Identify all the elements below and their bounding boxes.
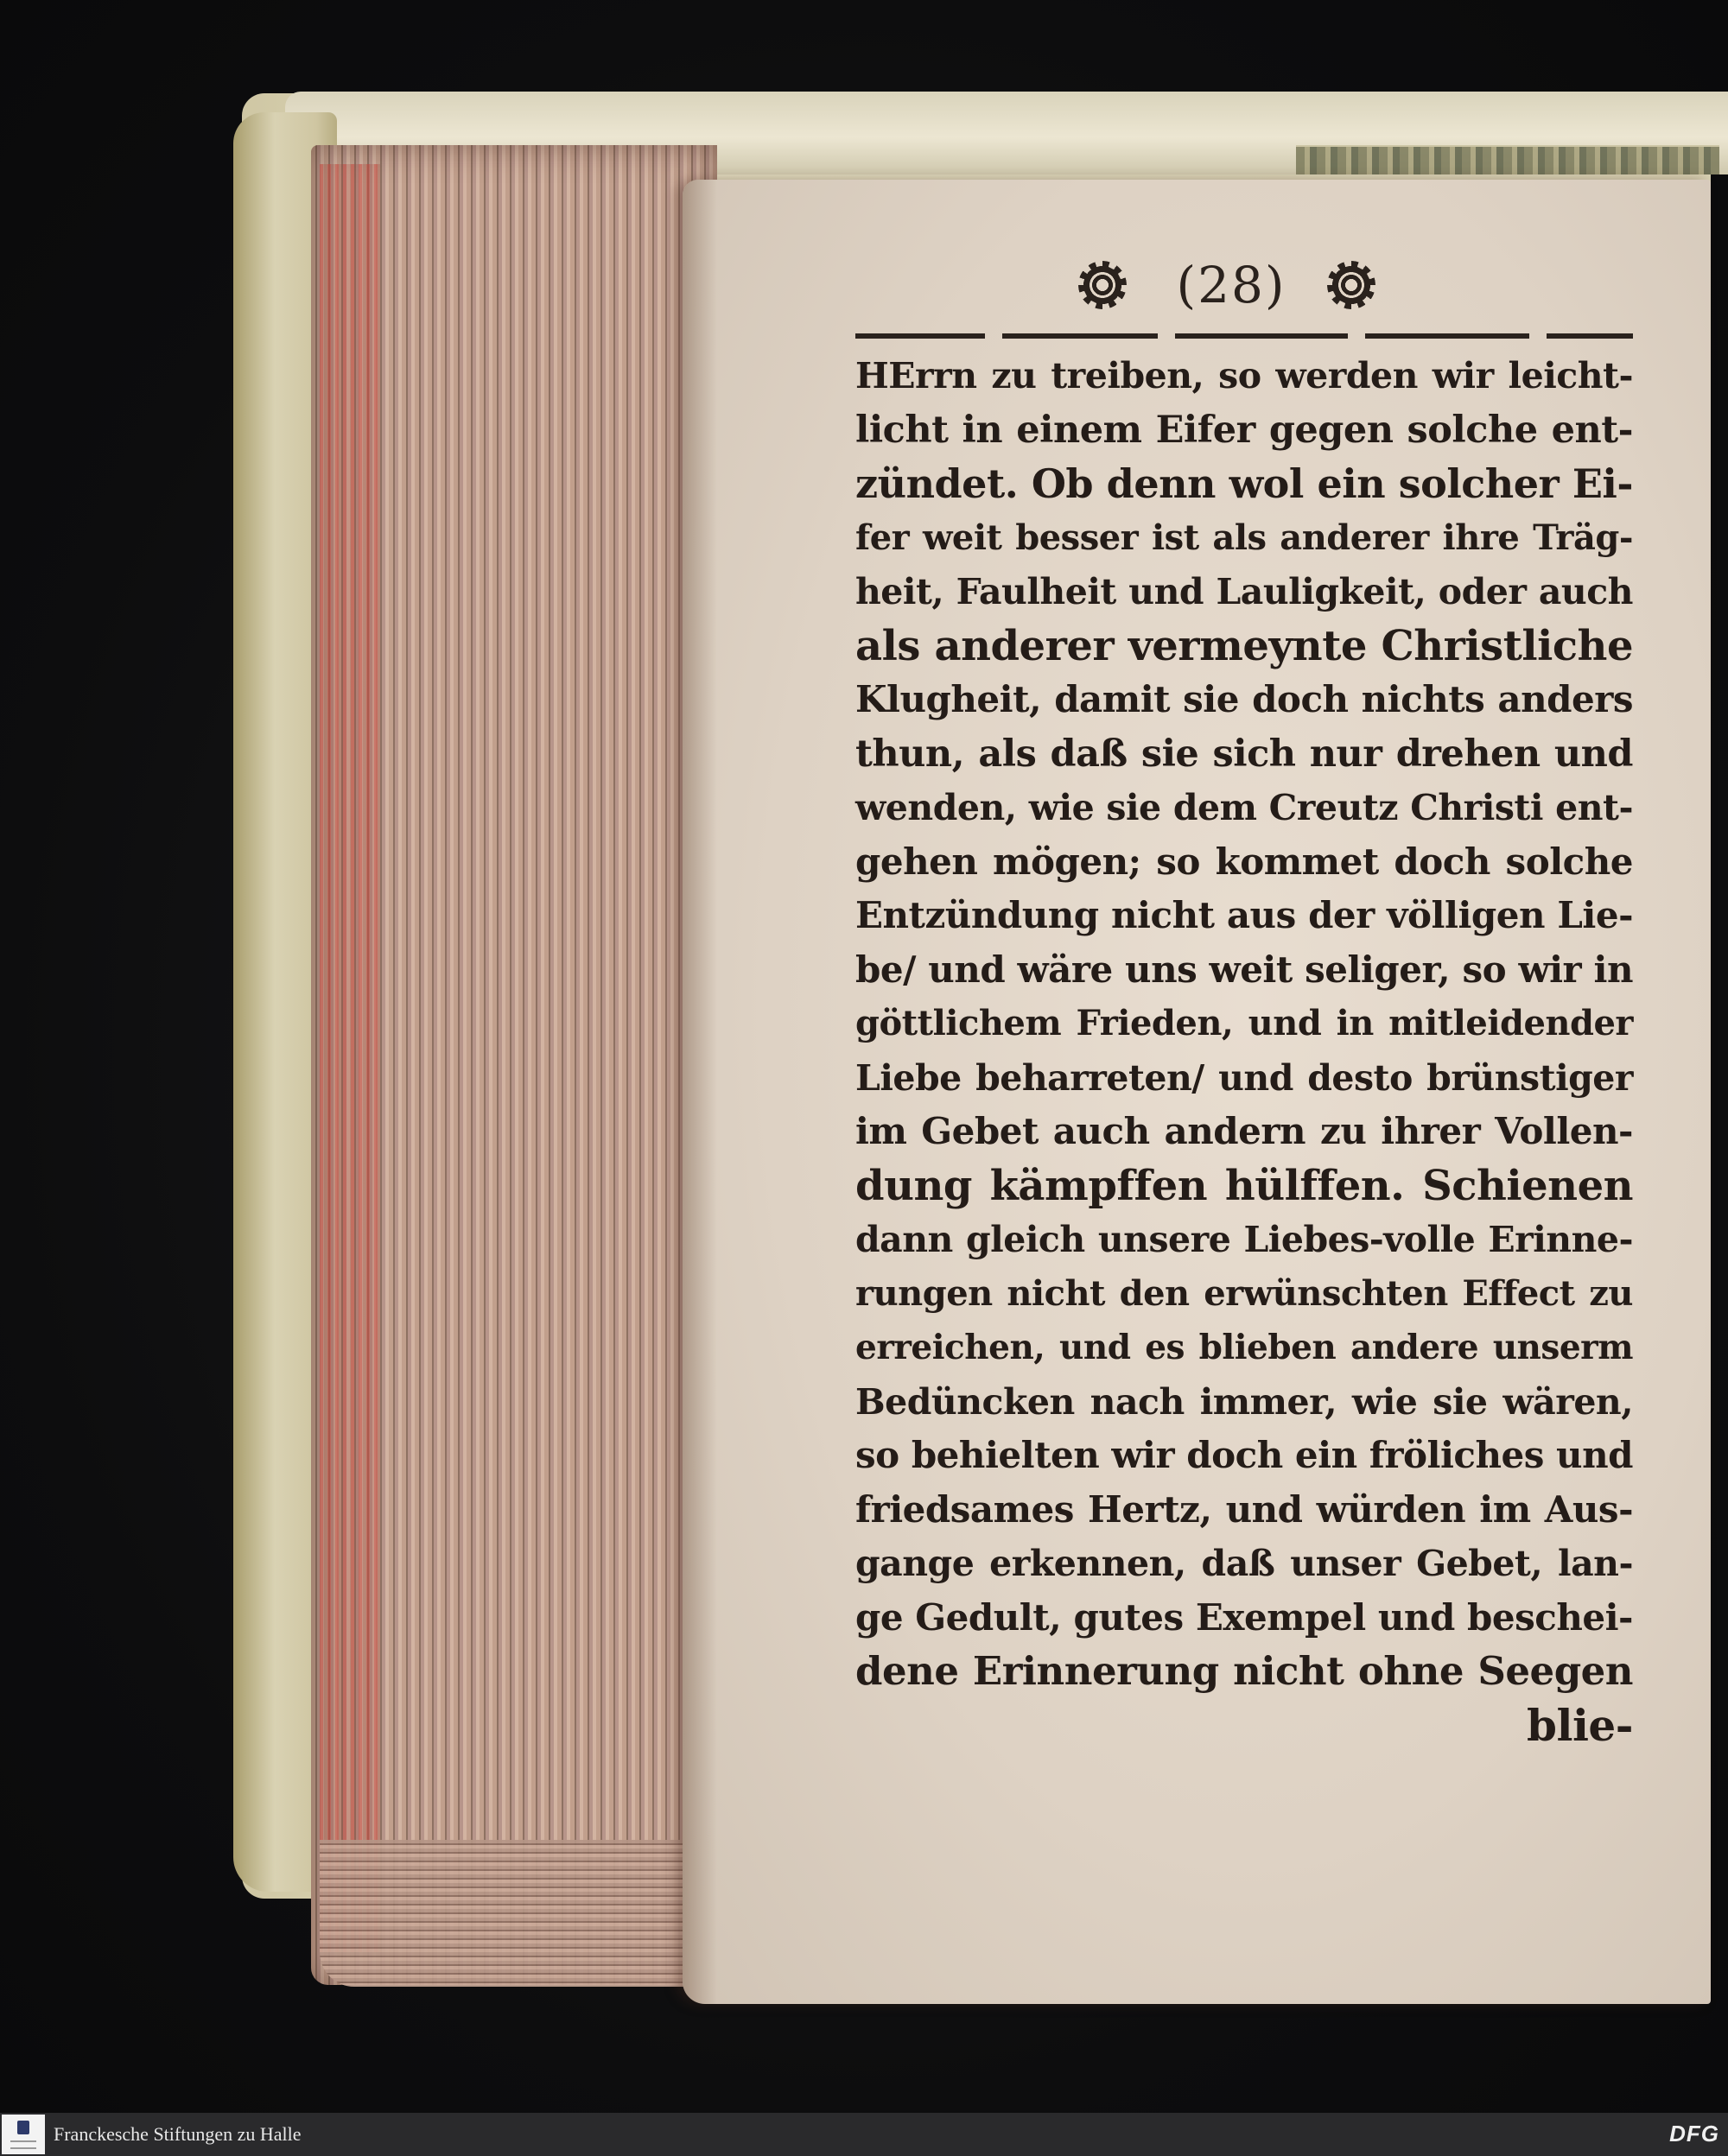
text-line: Liebe beharreten/ und desto brünstiger	[855, 1056, 1633, 1099]
page-gutter-shadow	[683, 180, 717, 2004]
flower-ornament-icon	[1078, 261, 1127, 309]
text-line: so behielten wir doch ein fröliches und	[855, 1434, 1633, 1476]
header-rule	[855, 333, 1633, 339]
text-line: dene Erinnerung nicht ohne Seegen	[855, 1648, 1633, 1694]
text-line: dung kämpffen hülffen. Schienen	[855, 1161, 1633, 1210]
viewer-footer	[0, 2113, 1728, 2156]
text-line: thun, als daß sie sich nur drehen und	[855, 732, 1633, 776]
text-line: ge Gedult, gutes Exempel und beschei-	[855, 1595, 1633, 1639]
text-line: als anderer vermeynte Christliche	[855, 621, 1633, 670]
text-line: wenden, wie sie dem Creutz Christi ent-	[855, 787, 1633, 828]
text-line: Entzündung nicht aus der völligen Lie-	[855, 894, 1633, 936]
text-line: gehen mögen; so kommet doch solche	[855, 840, 1633, 883]
text-line: licht in einem Eifer gegen solche ent-	[855, 408, 1633, 452]
text-line: gange erkennen, daß unser Gebet, lan-	[855, 1543, 1633, 1584]
text-line: Klugheit, damit sie doch nichts anders	[855, 678, 1633, 720]
page-header	[855, 256, 1633, 325]
text-line: be/ und wäre uns weit seliger, so wir in	[855, 948, 1633, 991]
text-line: Bedüncken nach immer, wie sie wären,	[855, 1380, 1633, 1423]
text-line: fer weit besser ist als anderer ihre Träg-	[855, 517, 1633, 558]
flower-ornament-icon	[1327, 261, 1375, 309]
text-line: im Gebet auch andern zu ihrer Vollen-	[855, 1110, 1633, 1152]
institution-logo-icon	[2, 2115, 45, 2154]
headband	[1296, 145, 1719, 174]
text-line: rungen nicht den erwünschten Effect zu	[855, 1272, 1633, 1314]
page-text	[855, 349, 1633, 1753]
text-line: friedsames Hertz, und würden im Aus-	[855, 1487, 1633, 1531]
institution-name: Franckesche Stiftungen zu Halle	[54, 2123, 302, 2145]
dfg-logo: DFG	[1669, 2121, 1719, 2146]
text-line: heit, Faulheit und Lauligkeit, oder auch	[855, 571, 1633, 612]
text-line: dann gleich unsere Liebes-volle Erinne-	[855, 1219, 1633, 1260]
page-number: (28)	[1176, 256, 1286, 314]
catchword: blie-	[1526, 1699, 1633, 1751]
red-edge-tint	[320, 164, 380, 1952]
text-line: zündet. Ob denn wol ein solcher Ei-	[855, 460, 1633, 507]
text-line: göttlichem Frieden, und in mitleidender	[855, 1003, 1633, 1043]
text-line: erreichen, und es blieben andere unserm	[855, 1328, 1633, 1367]
text-line: HErrn zu treiben, so werden wir leicht-	[855, 355, 1633, 396]
page-edges-bottom	[320, 1840, 734, 1987]
